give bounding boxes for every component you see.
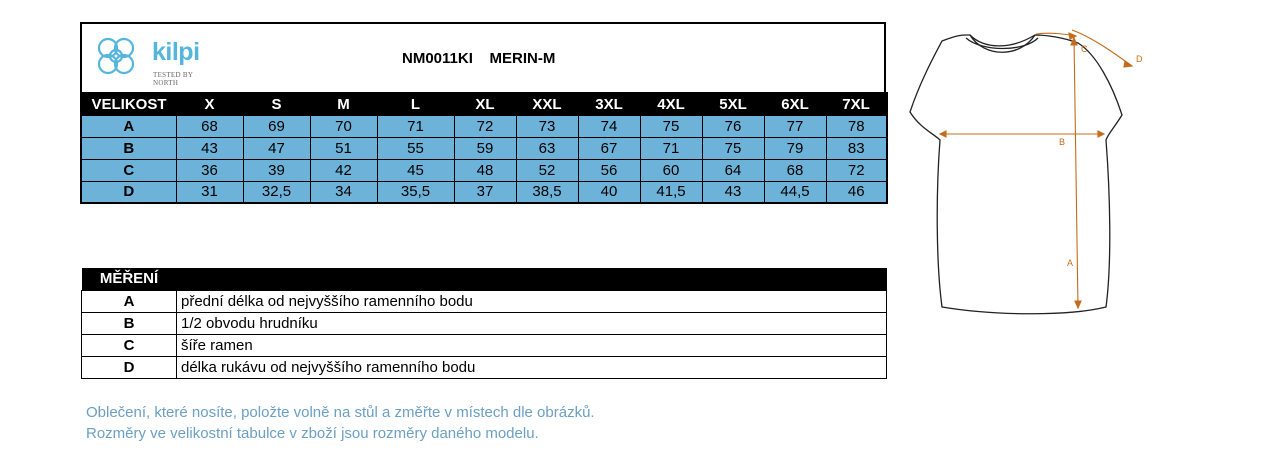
legend-header-blank (177, 268, 887, 290)
size-value-cell: 75 (640, 115, 702, 137)
size-header: 7XL (826, 93, 887, 115)
legend-row (82, 312, 887, 334)
size-value-cell: 32,5 (243, 181, 310, 203)
size-header: 4XL (640, 93, 702, 115)
size-value-cell: 78 (826, 115, 887, 137)
size-value-cell: 63 (516, 137, 578, 159)
diagram-label-c: C (1081, 44, 1088, 54)
size-row-d (81, 181, 887, 203)
size-row-a (81, 115, 887, 137)
size-value-cell: 31 (176, 181, 243, 203)
size-header: XXL (516, 93, 578, 115)
size-value-cell: 60 (640, 159, 702, 181)
diagram-label-d: D (1136, 54, 1143, 64)
legend-text: šíře ramen (177, 334, 887, 356)
diagram-label-a: A (1067, 258, 1074, 268)
tshirt-outline (910, 35, 1122, 314)
legend-title: MĚŘENÍ (82, 268, 177, 290)
legend-table (81, 268, 887, 379)
size-value-cell: 74 (578, 115, 640, 137)
size-value-cell: 36 (176, 159, 243, 181)
brand-tagline: TESTED BY NORTH (153, 71, 193, 87)
size-value-cell: 48 (454, 159, 516, 181)
size-value-cell: 40 (578, 181, 640, 203)
legend-row (82, 356, 887, 378)
size-value-cell: 44,5 (764, 181, 826, 203)
size-value-cell: 42 (310, 159, 377, 181)
brand-logo (94, 32, 204, 87)
size-value-cell: 67 (578, 137, 640, 159)
legend-text: délka rukávu od nejvyššího ramenního bodu (177, 356, 887, 378)
size-row-label: C (81, 159, 176, 181)
size-value-cell: 52 (516, 159, 578, 181)
diagram-label-b: B (1059, 137, 1066, 147)
legend-row (82, 290, 887, 312)
size-value-cell: 71 (640, 137, 702, 159)
legend-key: A (82, 290, 177, 312)
size-header: L (377, 93, 454, 115)
size-row-label: A (81, 115, 176, 137)
size-header: 6XL (764, 93, 826, 115)
header-box (80, 22, 886, 92)
size-header: M (310, 93, 377, 115)
size-value-cell: 64 (702, 159, 764, 181)
size-value-cell: 59 (454, 137, 516, 159)
legend-key: D (82, 356, 177, 378)
size-header: X (176, 93, 243, 115)
measurement-notes (86, 402, 595, 444)
size-value-cell: 35,5 (377, 181, 454, 203)
legend-text: 1/2 obvodu hrudníku (177, 312, 887, 334)
size-row-c (81, 159, 887, 181)
size-row-b (81, 137, 887, 159)
size-value-cell: 68 (764, 159, 826, 181)
note-line: Oblečení, které nosíte, položte volně na stůl a změřte v místech dle obrázků. (86, 404, 595, 421)
size-header-row (81, 93, 887, 115)
size-table (80, 92, 888, 204)
size-value-cell: 75 (702, 137, 764, 159)
size-value-cell: 56 (578, 159, 640, 181)
size-value-cell: 34 (310, 181, 377, 203)
size-header: 3XL (578, 93, 640, 115)
size-row-label: D (81, 181, 176, 203)
size-value-cell: 39 (243, 159, 310, 181)
size-value-cell: 55 (377, 137, 454, 159)
legend-key: C (82, 334, 177, 356)
size-header: 5XL (702, 93, 764, 115)
size-value-cell: 45 (377, 159, 454, 181)
size-value-cell: 37 (454, 181, 516, 203)
size-value-cell: 43 (176, 137, 243, 159)
size-value-cell: 70 (310, 115, 377, 137)
size-header: XL (454, 93, 516, 115)
product-name: MERIN-M (489, 50, 556, 67)
size-value-cell: 79 (764, 137, 826, 159)
size-value-cell: 41,5 (640, 181, 702, 203)
legend-text: přední délka od nejvyššího ramenního bodu (177, 290, 887, 312)
product-code: NM0011KI (402, 50, 473, 67)
size-value-cell: 46 (826, 181, 887, 203)
size-value-cell: 68 (176, 115, 243, 137)
legend-key: B (82, 312, 177, 334)
size-value-cell: 72 (454, 115, 516, 137)
size-value-cell: 43 (702, 181, 764, 203)
product-title (402, 50, 555, 67)
size-value-cell: 76 (702, 115, 764, 137)
size-value-cell: 83 (826, 137, 887, 159)
size-corner-label: VELIKOST (81, 93, 176, 115)
size-value-cell: 51 (310, 137, 377, 159)
brand-name: kilpi (152, 38, 200, 66)
legend-row (82, 334, 887, 356)
size-value-cell: 47 (243, 137, 310, 159)
tshirt-diagram (900, 22, 1160, 322)
size-value-cell: 73 (516, 115, 578, 137)
size-value-cell: 38,5 (516, 181, 578, 203)
size-value-cell: 69 (243, 115, 310, 137)
legend-header-row (82, 268, 887, 290)
size-value-cell: 72 (826, 159, 887, 181)
size-header: S (243, 93, 310, 115)
note-line: Rozměry ve velikostní tabulce v zboží jsou rozměry daného modelu. (86, 425, 539, 442)
knot-logo-icon (94, 32, 146, 80)
size-row-label: B (81, 137, 176, 159)
size-table-body (81, 115, 887, 203)
size-value-cell: 77 (764, 115, 826, 137)
size-value-cell: 71 (377, 115, 454, 137)
